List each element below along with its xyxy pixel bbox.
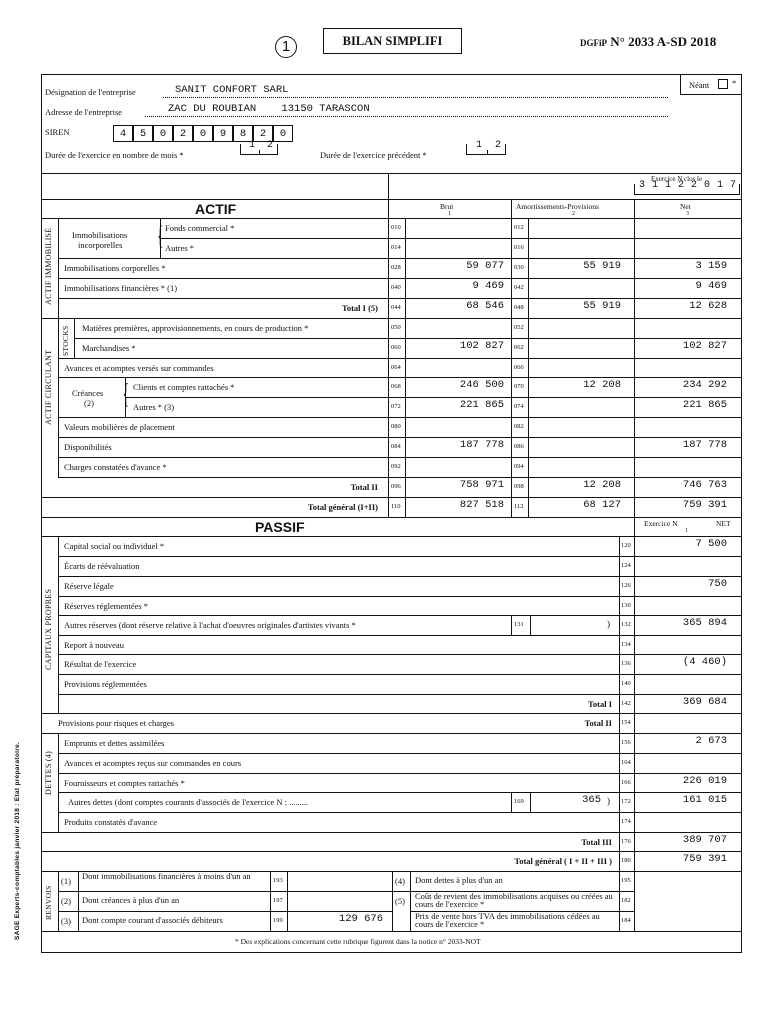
- field-code: 154: [621, 719, 631, 726]
- actif-row-label: Matières premières, approvisionnements, en cours de production *: [82, 323, 309, 333]
- prev-duration-label: Durée de l'exercice précédent *: [320, 150, 427, 160]
- field-code: 136: [621, 660, 631, 667]
- sub-paren: ): [607, 796, 610, 806]
- field-code: 082: [514, 423, 524, 430]
- rule-line: [58, 417, 742, 418]
- col-brut-label: Brut: [440, 202, 454, 211]
- passif-title: PASSIF: [255, 519, 305, 535]
- field-code: 096: [391, 483, 401, 490]
- rule-line: [405, 457, 406, 477]
- brace-icon: {: [122, 379, 130, 410]
- brut-value[interactable]: 187 778: [459, 439, 504, 451]
- actif-row-label: Autres * (3): [133, 402, 175, 412]
- field-code: 092: [391, 463, 401, 470]
- brut-value[interactable]: 246 500: [459, 379, 504, 391]
- brut-value[interactable]: 827 518: [459, 499, 504, 511]
- passif-row-label: Autres dettes (dont comptes courants d'associés de l'exercice N : .........: [68, 797, 309, 807]
- exercise-date-digit: 1: [717, 180, 724, 191]
- rule-line: [405, 298, 406, 318]
- actif-row-label: Immobilisations corporelles *: [64, 263, 166, 273]
- col-brut-num: 1: [448, 211, 451, 217]
- passif-value[interactable]: 7 500: [695, 538, 727, 550]
- renvoi-value[interactable]: 129 676: [338, 913, 383, 925]
- field-code: 193: [273, 877, 283, 884]
- field-code: 134: [621, 641, 631, 648]
- rule-line: [78, 871, 79, 931]
- actif-row-label: Disponibilités: [64, 442, 112, 452]
- side-label-dettes: DETTES (4): [44, 750, 53, 795]
- col-net-label: Net: [680, 202, 691, 211]
- rule-line: [58, 891, 392, 892]
- rule-line: [405, 437, 406, 457]
- actif-row-label: Avances et acomptes versés sur commandes: [64, 363, 214, 373]
- field-code: 156: [621, 739, 631, 746]
- exercise-date-digit: 7: [730, 180, 737, 191]
- siren-label: SIREN: [45, 127, 70, 137]
- rule-line: [405, 377, 406, 397]
- passif-row-label: Total III: [581, 837, 612, 847]
- brut-value[interactable]: 68 546: [466, 300, 504, 312]
- rule-line: [58, 576, 742, 577]
- rule-line: [58, 556, 742, 557]
- rule-line: [528, 377, 529, 397]
- passif-row-label: Provisions pour risques et charges: [58, 718, 174, 728]
- rule-line: [405, 358, 406, 378]
- actif-row-label: Autres *: [165, 243, 195, 253]
- rule-line: [41, 733, 742, 734]
- duration-field[interactable]: [240, 140, 278, 155]
- rule-line: [392, 891, 634, 892]
- field-code: 176: [621, 838, 631, 845]
- sub-value[interactable]: 365: [582, 794, 601, 806]
- rule-line: [58, 457, 742, 458]
- siren-digit: 9: [213, 125, 233, 142]
- actif-row-label: Fonds commercial *: [165, 223, 235, 233]
- passif-row-label: Capital social ou individuel *: [64, 541, 165, 551]
- passif-row-label: Réserve légale: [64, 581, 114, 591]
- page-number-badge: [275, 36, 297, 58]
- field-code: 132: [621, 621, 631, 628]
- rule-line: [41, 851, 742, 852]
- actif-title: ACTIF: [195, 201, 237, 217]
- renvoi-num: (1): [61, 876, 71, 886]
- rule-line: [528, 238, 529, 258]
- field-code: 166: [621, 779, 631, 786]
- passif-row-label: Report à nouveau: [64, 640, 124, 650]
- side-label-immobilise: ACTIF IMMOBILISÉ: [44, 227, 53, 305]
- field-code: 120: [621, 542, 631, 549]
- field-code: 066: [514, 364, 524, 371]
- col-net-num: 3: [686, 211, 689, 217]
- amort-value[interactable]: 12 208: [583, 379, 621, 391]
- field-code: 044: [391, 304, 401, 311]
- field-code: 124: [621, 562, 631, 569]
- passif-row-label: Réserves réglementées *: [64, 601, 149, 611]
- rule-line: [528, 358, 529, 378]
- rule-line: [125, 397, 742, 398]
- rule-line: [530, 792, 531, 812]
- form-number: N° 2033 A-SD 2018: [610, 34, 717, 49]
- col-amort-label: Amortissements-Provisions: [516, 202, 599, 211]
- creances-label: Créances: [72, 388, 104, 398]
- field-code: 016: [514, 244, 524, 251]
- rule-line: [528, 218, 529, 238]
- exercise-date-digit: 3: [639, 180, 646, 191]
- net-value[interactable]: 759 391: [682, 499, 727, 511]
- renvoi-label: Dont immobilisations financières à moins d'un an: [82, 871, 251, 881]
- rule-line: [405, 338, 406, 358]
- renvoi-label: Dont créances à plus d'un an: [82, 895, 180, 905]
- brut-value[interactable]: 758 971: [459, 479, 504, 491]
- rule-line: [58, 358, 742, 359]
- rule-line: [392, 871, 393, 931]
- prev-duration-digit: 1: [476, 140, 483, 151]
- rule-line: [528, 437, 529, 457]
- rule-line: [511, 615, 512, 635]
- siren-digit: 2: [253, 125, 273, 142]
- passif-row-label: Écarts de réévaluation: [64, 561, 140, 571]
- rule-line: [528, 338, 529, 358]
- rule-line: [528, 497, 529, 517]
- rule-line: [58, 298, 742, 299]
- field-code: 050: [391, 324, 401, 331]
- company-name-label: Désignation de l'entreprise: [45, 87, 136, 97]
- siren-cells[interactable]: [113, 125, 313, 143]
- actif-row-label: Total II: [350, 482, 378, 492]
- siren-digit: 5: [133, 125, 153, 142]
- renvoi-num: (4): [395, 876, 405, 886]
- rule-line: [160, 238, 742, 239]
- rule-line: [410, 871, 411, 931]
- amort-value[interactable]: 12 208: [583, 479, 621, 491]
- passif-value[interactable]: 2 673: [695, 735, 727, 747]
- amort-value[interactable]: 55 919: [583, 260, 621, 272]
- actif-row-label: Clients et comptes rattachés *: [133, 382, 235, 392]
- rule-line: [58, 674, 742, 675]
- field-code: 174: [621, 818, 631, 825]
- brut-value[interactable]: 102 827: [459, 340, 504, 352]
- renvoi-num: (5): [395, 896, 405, 906]
- rule-line: [528, 298, 529, 318]
- actif-row-label: Marchandises *: [82, 343, 136, 353]
- passif-row-label: Autres réserves (dont réserve relative à l'achat d'oeuvres originales d'artistes vivants *: [64, 620, 356, 630]
- renvoi-label: Coût de revient des immobilisations acquises ou créées au cours de l'exercice *: [415, 891, 613, 909]
- passif-value[interactable]: 161 015: [682, 794, 727, 806]
- rule-line: [58, 437, 742, 438]
- passif-col-exercise-num: 1: [685, 528, 688, 534]
- exercise-date-digit: 2: [691, 180, 698, 191]
- immo-incorp-label-2: incorporelles: [78, 240, 123, 250]
- siren-digit: 0: [193, 125, 213, 142]
- rule-line: [58, 773, 742, 774]
- field-code: 072: [391, 403, 401, 410]
- rule-line: [58, 753, 742, 754]
- siren-digit: 4: [113, 125, 133, 142]
- passif-total-label: Total II: [584, 718, 612, 728]
- rule-line: [405, 397, 406, 417]
- duration-digit: 2: [267, 140, 274, 151]
- company-address-value[interactable]: ZAC DU ROUBIAN 13150 TARASCON: [168, 103, 370, 115]
- passif-value[interactable]: 389 707: [682, 834, 727, 846]
- renvoi-label: Dont compte courant d'associés débiteurs: [82, 915, 223, 925]
- exercise-date-digit: 2: [678, 180, 685, 191]
- passif-row-label: Total général ( I + II + III ): [514, 856, 612, 866]
- renvoi-num: (3): [61, 916, 71, 926]
- field-code: 080: [391, 423, 401, 430]
- page-number: 1: [281, 38, 291, 55]
- rule-line: [511, 792, 512, 812]
- field-code: 060: [391, 344, 401, 351]
- amort-value[interactable]: 68 127: [583, 499, 621, 511]
- rule-line: [74, 318, 742, 319]
- side-label-capitaux: CAPITAUX PROPRES: [44, 588, 53, 670]
- company-address-label: Adresse de l'entreprise: [45, 107, 123, 117]
- amort-value[interactable]: 55 919: [583, 300, 621, 312]
- company-name-value[interactable]: SANIT CONFORT SARL: [175, 84, 289, 96]
- field-code: 180: [621, 857, 631, 864]
- field-code: 070: [514, 383, 524, 390]
- rule-line: [530, 615, 531, 635]
- field-code: 197: [273, 897, 283, 904]
- field-code: 012: [514, 224, 524, 231]
- rule-line: [41, 832, 742, 833]
- footer-note: * Des explications concernant cette rubrique figurent dans la notice n° 2033-NOT: [235, 937, 481, 946]
- actif-row-label: Immobilisations financières * (1): [64, 283, 178, 293]
- passif-row-label: Produits constatés d'avance: [64, 817, 158, 827]
- rule-line: [405, 477, 406, 497]
- rule-line: [405, 258, 406, 278]
- exercise-date-digit: 0: [704, 180, 711, 191]
- field-code: 184: [621, 917, 631, 924]
- net-value[interactable]: 234 292: [682, 379, 727, 391]
- passif-value[interactable]: (4 460): [682, 656, 727, 668]
- immo-incorp-label-1: Immobilisations: [72, 230, 128, 240]
- rule-line: [58, 596, 742, 597]
- field-code: 195: [621, 877, 631, 884]
- passif-row-label: Fournisseurs et comptes rattachés *: [64, 778, 185, 788]
- col-amort-num: 2: [572, 211, 575, 217]
- passif-row-label: Provisions réglementées: [64, 679, 147, 689]
- rule-line: [58, 258, 742, 259]
- field-code: 048: [514, 304, 524, 311]
- siren-digit: 0: [273, 125, 293, 142]
- field-code: 014: [391, 244, 401, 251]
- rule-line: [405, 218, 406, 238]
- field-code: 130: [621, 602, 631, 609]
- rule-line: [58, 615, 742, 616]
- brut-value[interactable]: 9 469: [472, 280, 504, 292]
- rule-line: [410, 911, 634, 912]
- rule-line: [528, 397, 529, 417]
- field-code: 042: [514, 284, 524, 291]
- neant-checkbox[interactable]: [718, 79, 728, 89]
- field-code: 110: [391, 503, 401, 510]
- field-code: 068: [391, 383, 401, 390]
- rule-line: [619, 871, 620, 931]
- net-value[interactable]: 12 628: [689, 300, 727, 312]
- field-code: 164: [621, 759, 631, 766]
- net-value[interactable]: 187 778: [682, 439, 727, 451]
- renvoi-label: Dont dettes à plus d'un an: [415, 875, 503, 885]
- exercise-date-digit: 1: [665, 180, 672, 191]
- net-value[interactable]: 102 827: [682, 340, 727, 352]
- sub-paren: ): [607, 619, 610, 629]
- duration-digit: 1: [249, 140, 256, 151]
- field-code: 142: [621, 700, 631, 707]
- exercise-date-digit: 1: [652, 180, 659, 191]
- neant-label: Néant: [689, 80, 710, 90]
- passif-col-exercise: Exercice N: [644, 519, 678, 528]
- rule-line: [58, 377, 742, 378]
- passif-row-label: Emprunts et dettes assimilées: [64, 738, 165, 748]
- dgfip-prefix: DGFiP: [580, 38, 607, 48]
- net-value[interactable]: 221 865: [682, 399, 727, 411]
- brut-value[interactable]: 59 077: [466, 260, 504, 272]
- rule-line: [528, 278, 529, 298]
- field-code: 010: [391, 224, 401, 231]
- field-code: 064: [391, 364, 401, 371]
- form-title-box: [323, 28, 462, 54]
- passif-row-label: Total I: [587, 699, 612, 709]
- rule-line: [58, 812, 742, 813]
- neant-star: *: [732, 78, 737, 88]
- rule-line: [405, 278, 406, 298]
- siren-digit: 2: [173, 125, 193, 142]
- rule-line: [58, 635, 742, 636]
- field-code: 094: [514, 463, 524, 470]
- field-code: 074: [514, 403, 524, 410]
- side-label-renvois: RENVOIS: [44, 885, 53, 920]
- exercise-label: Exercice N clos le: [651, 175, 703, 183]
- rule-line: [41, 713, 742, 714]
- field-code: 030: [514, 264, 524, 271]
- passif-col-net: NET: [716, 519, 731, 528]
- passif-value[interactable]: 750: [708, 578, 727, 590]
- net-value[interactable]: 9 469: [695, 280, 727, 292]
- field-code: 112: [514, 503, 524, 510]
- renvoi-label: Prix de vente hors TVA des immobilisations cédées au cours de l'exercice *: [415, 911, 600, 929]
- actif-row-label: Total général (I+II): [307, 502, 378, 512]
- passif-value[interactable]: 226 019: [682, 775, 727, 787]
- rule-line: [528, 457, 529, 477]
- rule-line: [58, 477, 742, 478]
- field-code: 062: [514, 344, 524, 351]
- field-code: 098: [514, 483, 524, 490]
- net-value[interactable]: 3 159: [695, 260, 727, 272]
- passif-row-label: Résultat de l'exercice: [64, 659, 137, 669]
- siren-digit: 8: [233, 125, 253, 142]
- rule-line: [528, 318, 529, 338]
- prev-duration-field[interactable]: [466, 140, 506, 155]
- rule-line: [58, 792, 742, 793]
- actif-row-label: Total I (5): [341, 303, 378, 313]
- field-code: 028: [391, 264, 401, 271]
- rule-line: [58, 278, 742, 279]
- rule-line: [74, 338, 742, 339]
- side-label-circulant: ACTIF CIRCULANT: [44, 349, 53, 425]
- rule-line: [405, 497, 406, 517]
- field-code: 169: [514, 798, 524, 805]
- prev-duration-digit: 2: [495, 140, 502, 151]
- creances-note: (2): [84, 398, 94, 408]
- rule-line: [405, 238, 406, 258]
- field-code: 052: [514, 324, 524, 331]
- rule-line: [58, 694, 742, 695]
- side-label-stocks: STOCKS: [61, 325, 70, 356]
- brace-icon: {: [157, 221, 164, 250]
- form-title: BILAN SIMPLIFI: [342, 34, 443, 48]
- rule-line: [528, 477, 529, 497]
- rule-line: [58, 654, 742, 655]
- field-code: 182: [621, 897, 631, 904]
- rule-line: [405, 318, 406, 338]
- net-value[interactable]: 746 763: [682, 479, 727, 491]
- field-code: 040: [391, 284, 401, 291]
- rule-line: [528, 417, 529, 437]
- form-number-line: [580, 34, 716, 50]
- siren-digit: 0: [153, 125, 173, 142]
- passif-row-label: Avances et acomptes reçus sur commandes en cours: [64, 758, 242, 768]
- rule-line: [270, 871, 271, 931]
- field-code: 172: [621, 798, 631, 805]
- rule-line: [58, 911, 392, 912]
- actif-row-label: Valeurs mobilières de placement: [64, 422, 175, 432]
- field-code: 084: [391, 443, 401, 450]
- field-code: 199: [273, 917, 283, 924]
- passif-value[interactable]: 369 684: [682, 696, 727, 708]
- rule-line: [287, 871, 288, 931]
- field-code: 140: [621, 680, 631, 687]
- rule-line: [634, 871, 635, 931]
- passif-value[interactable]: 759 391: [682, 853, 727, 865]
- field-code: 126: [621, 582, 631, 589]
- rule-line: [405, 417, 406, 437]
- brut-value[interactable]: 221 865: [459, 399, 504, 411]
- renvoi-num: (2): [61, 896, 71, 906]
- field-code: 131: [514, 621, 524, 628]
- field-code: 086: [514, 443, 524, 450]
- rule-line: [528, 258, 529, 278]
- actif-row-label: Charges constatées d'avance *: [64, 462, 167, 472]
- side-note: SAGE Experts-comptables janvier 2018 : Etat préparatoire.: [14, 741, 21, 940]
- passif-value[interactable]: 365 894: [682, 617, 727, 629]
- exercise-date-field[interactable]: [634, 180, 740, 195]
- rule-line: [41, 497, 742, 498]
- duration-label: Durée de l'exercice en nombre de mois *: [45, 150, 184, 160]
